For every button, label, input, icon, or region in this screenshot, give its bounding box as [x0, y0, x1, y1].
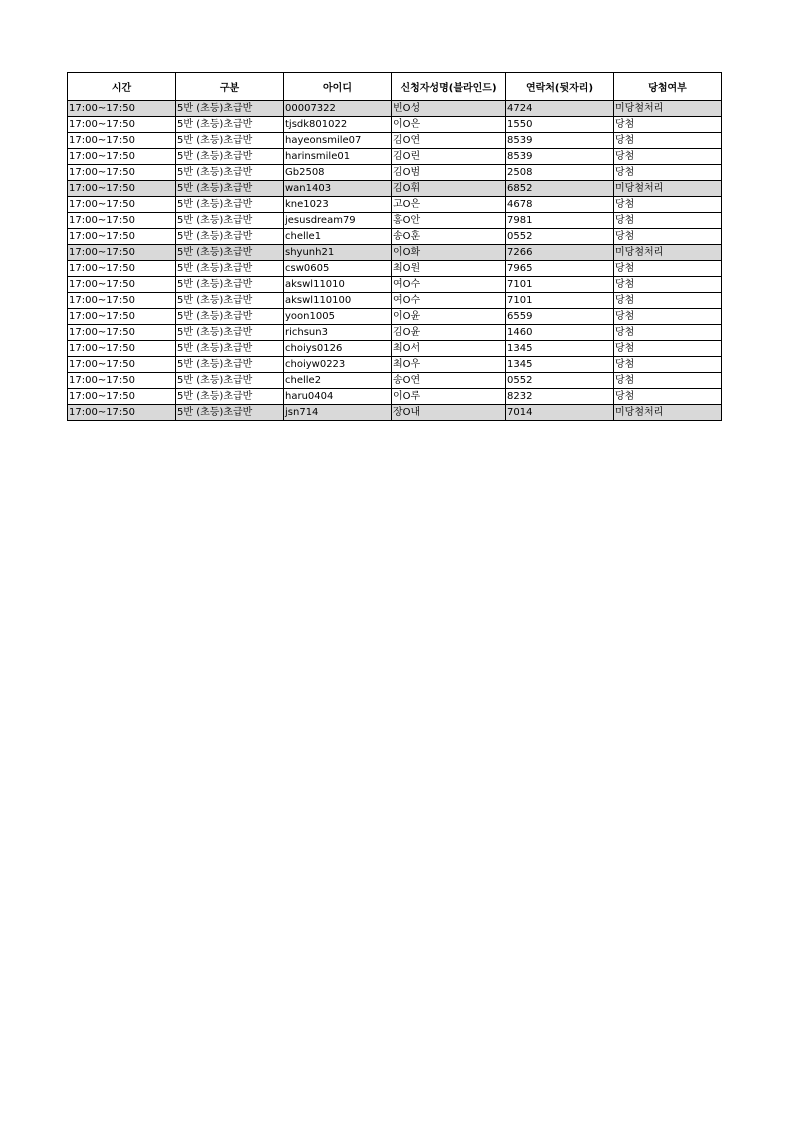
- header-category: 구분: [176, 73, 284, 101]
- cell-category: 5반 (초등)초급반: [176, 357, 284, 373]
- cell-result: 당첨: [614, 293, 722, 309]
- cell-result: 당첨: [614, 389, 722, 405]
- cell-category: 5반 (초등)초급반: [176, 149, 284, 165]
- cell-category: 5반 (초등)초급반: [176, 325, 284, 341]
- cell-result: 당첨: [614, 325, 722, 341]
- cell-user-id: choiys0126: [284, 341, 392, 357]
- header-user-id: 아이디: [284, 73, 392, 101]
- cell-user-id: yoon1005: [284, 309, 392, 325]
- cell-user-id: 00007322: [284, 101, 392, 117]
- table-header-row: [68, 73, 722, 101]
- cell-phone: 8232: [506, 389, 614, 405]
- table-row: [68, 133, 722, 149]
- cell-time: 17:00~17:50: [68, 181, 176, 197]
- table-row: [68, 357, 722, 373]
- table-row: [68, 389, 722, 405]
- cell-time: 17:00~17:50: [68, 133, 176, 149]
- lottery-results-table: [67, 72, 722, 421]
- cell-category: 5반 (초등)초급반: [176, 197, 284, 213]
- cell-category: 5반 (초등)초급반: [176, 373, 284, 389]
- cell-result: 당첨: [614, 197, 722, 213]
- cell-phone: 8539: [506, 133, 614, 149]
- cell-result: 미당첨처리: [614, 101, 722, 117]
- cell-user-id: jesusdream79: [284, 213, 392, 229]
- cell-user-id: akswl11010: [284, 277, 392, 293]
- cell-user-id: jsn714: [284, 405, 392, 421]
- cell-applicant-name: 장O내: [392, 405, 506, 421]
- cell-applicant-name: 이O은: [392, 117, 506, 133]
- table-row: [68, 405, 722, 421]
- table-row: [68, 213, 722, 229]
- table-row: [68, 101, 722, 117]
- cell-applicant-name: 여O수: [392, 293, 506, 309]
- cell-time: 17:00~17:50: [68, 117, 176, 133]
- table-row: [68, 229, 722, 245]
- cell-category: 5반 (초등)초급반: [176, 277, 284, 293]
- cell-result: 미당첨처리: [614, 405, 722, 421]
- cell-applicant-name: 김O린: [392, 149, 506, 165]
- cell-user-id: csw0605: [284, 261, 392, 277]
- cell-applicant-name: 김O윤: [392, 325, 506, 341]
- cell-phone: 6852: [506, 181, 614, 197]
- cell-phone: 7014: [506, 405, 614, 421]
- table-row: [68, 149, 722, 165]
- cell-phone: 7266: [506, 245, 614, 261]
- cell-result: 당첨: [614, 309, 722, 325]
- table-row: [68, 293, 722, 309]
- cell-user-id: shyunh21: [284, 245, 392, 261]
- cell-category: 5반 (초등)초급반: [176, 341, 284, 357]
- cell-result: 당첨: [614, 357, 722, 373]
- header-phone: 연락처(뒷자리): [506, 73, 614, 101]
- cell-phone: 2508: [506, 165, 614, 181]
- cell-phone: 1345: [506, 341, 614, 357]
- cell-result: 당첨: [614, 277, 722, 293]
- cell-user-id: tjsdk801022: [284, 117, 392, 133]
- cell-time: 17:00~17:50: [68, 213, 176, 229]
- cell-time: 17:00~17:50: [68, 389, 176, 405]
- cell-category: 5반 (초등)초급반: [176, 229, 284, 245]
- cell-applicant-name: 빈O성: [392, 101, 506, 117]
- cell-applicant-name: 김O휘: [392, 181, 506, 197]
- cell-time: 17:00~17:50: [68, 373, 176, 389]
- header-applicant-name: 신청자성명(블라인드): [392, 73, 506, 101]
- header-result: 당첨여부: [614, 73, 722, 101]
- cell-phone: 4678: [506, 197, 614, 213]
- cell-result: 당첨: [614, 229, 722, 245]
- cell-applicant-name: 김O범: [392, 165, 506, 181]
- cell-phone: 1550: [506, 117, 614, 133]
- table-body: [68, 101, 722, 421]
- table-row: [68, 261, 722, 277]
- cell-result: 당첨: [614, 373, 722, 389]
- cell-result: 당첨: [614, 261, 722, 277]
- header-time: 시간: [68, 73, 176, 101]
- cell-applicant-name: 이O루: [392, 389, 506, 405]
- cell-category: 5반 (초등)초급반: [176, 389, 284, 405]
- cell-time: 17:00~17:50: [68, 261, 176, 277]
- cell-phone: 1460: [506, 325, 614, 341]
- cell-phone: 1345: [506, 357, 614, 373]
- cell-user-id: chelle2: [284, 373, 392, 389]
- table-row: [68, 277, 722, 293]
- cell-time: 17:00~17:50: [68, 101, 176, 117]
- cell-applicant-name: 김O연: [392, 133, 506, 149]
- cell-category: 5반 (초등)초급반: [176, 405, 284, 421]
- cell-category: 5반 (초등)초급반: [176, 101, 284, 117]
- table-row: [68, 165, 722, 181]
- cell-applicant-name: 이O화: [392, 245, 506, 261]
- table-row: [68, 341, 722, 357]
- cell-category: 5반 (초등)초급반: [176, 309, 284, 325]
- cell-result: 당첨: [614, 165, 722, 181]
- cell-category: 5반 (초등)초급반: [176, 181, 284, 197]
- cell-category: 5반 (초등)초급반: [176, 133, 284, 149]
- cell-applicant-name: 고O은: [392, 197, 506, 213]
- cell-phone: 4724: [506, 101, 614, 117]
- cell-applicant-name: 이O윤: [392, 309, 506, 325]
- cell-result: 당첨: [614, 133, 722, 149]
- cell-applicant-name: 최O서: [392, 341, 506, 357]
- cell-category: 5반 (초등)초급반: [176, 213, 284, 229]
- cell-time: 17:00~17:50: [68, 277, 176, 293]
- cell-time: 17:00~17:50: [68, 165, 176, 181]
- cell-user-id: chelle1: [284, 229, 392, 245]
- cell-phone: 8539: [506, 149, 614, 165]
- cell-result: 당첨: [614, 149, 722, 165]
- cell-phone: 7101: [506, 277, 614, 293]
- cell-phone: 0552: [506, 229, 614, 245]
- cell-category: 5반 (초등)초급반: [176, 165, 284, 181]
- table-row: [68, 373, 722, 389]
- cell-applicant-name: 최O원: [392, 261, 506, 277]
- table-row: [68, 325, 722, 341]
- table-row: [68, 309, 722, 325]
- cell-time: 17:00~17:50: [68, 357, 176, 373]
- cell-phone: 7101: [506, 293, 614, 309]
- cell-category: 5반 (초등)초급반: [176, 261, 284, 277]
- cell-user-id: kne1023: [284, 197, 392, 213]
- cell-user-id: wan1403: [284, 181, 392, 197]
- cell-user-id: richsun3: [284, 325, 392, 341]
- cell-user-id: Gb2508: [284, 165, 392, 181]
- cell-time: 17:00~17:50: [68, 325, 176, 341]
- table-row: [68, 245, 722, 261]
- cell-time: 17:00~17:50: [68, 293, 176, 309]
- cell-result: 당첨: [614, 213, 722, 229]
- cell-time: 17:00~17:50: [68, 229, 176, 245]
- cell-applicant-name: 홍O안: [392, 213, 506, 229]
- table-row: [68, 181, 722, 197]
- cell-phone: 6559: [506, 309, 614, 325]
- cell-result: 미당첨처리: [614, 181, 722, 197]
- cell-user-id: haru0404: [284, 389, 392, 405]
- cell-phone: 0552: [506, 373, 614, 389]
- cell-result: 당첨: [614, 341, 722, 357]
- cell-category: 5반 (초등)초급반: [176, 293, 284, 309]
- cell-phone: 7981: [506, 213, 614, 229]
- cell-time: 17:00~17:50: [68, 245, 176, 261]
- cell-time: 17:00~17:50: [68, 341, 176, 357]
- cell-time: 17:00~17:50: [68, 405, 176, 421]
- cell-user-id: akswl110100: [284, 293, 392, 309]
- cell-applicant-name: 송O연: [392, 373, 506, 389]
- cell-user-id: choiyw0223: [284, 357, 392, 373]
- cell-result: 당첨: [614, 117, 722, 133]
- cell-phone: 7965: [506, 261, 614, 277]
- cell-time: 17:00~17:50: [68, 309, 176, 325]
- cell-category: 5반 (초등)초급반: [176, 245, 284, 261]
- table-row: [68, 117, 722, 133]
- cell-applicant-name: 여O수: [392, 277, 506, 293]
- cell-category: 5반 (초등)초급반: [176, 117, 284, 133]
- cell-time: 17:00~17:50: [68, 197, 176, 213]
- cell-user-id: harinsmile01: [284, 149, 392, 165]
- cell-time: 17:00~17:50: [68, 149, 176, 165]
- cell-result: 미당첨처리: [614, 245, 722, 261]
- table-row: [68, 197, 722, 213]
- cell-applicant-name: 최O우: [392, 357, 506, 373]
- cell-applicant-name: 송O훈: [392, 229, 506, 245]
- cell-user-id: hayeonsmile07: [284, 133, 392, 149]
